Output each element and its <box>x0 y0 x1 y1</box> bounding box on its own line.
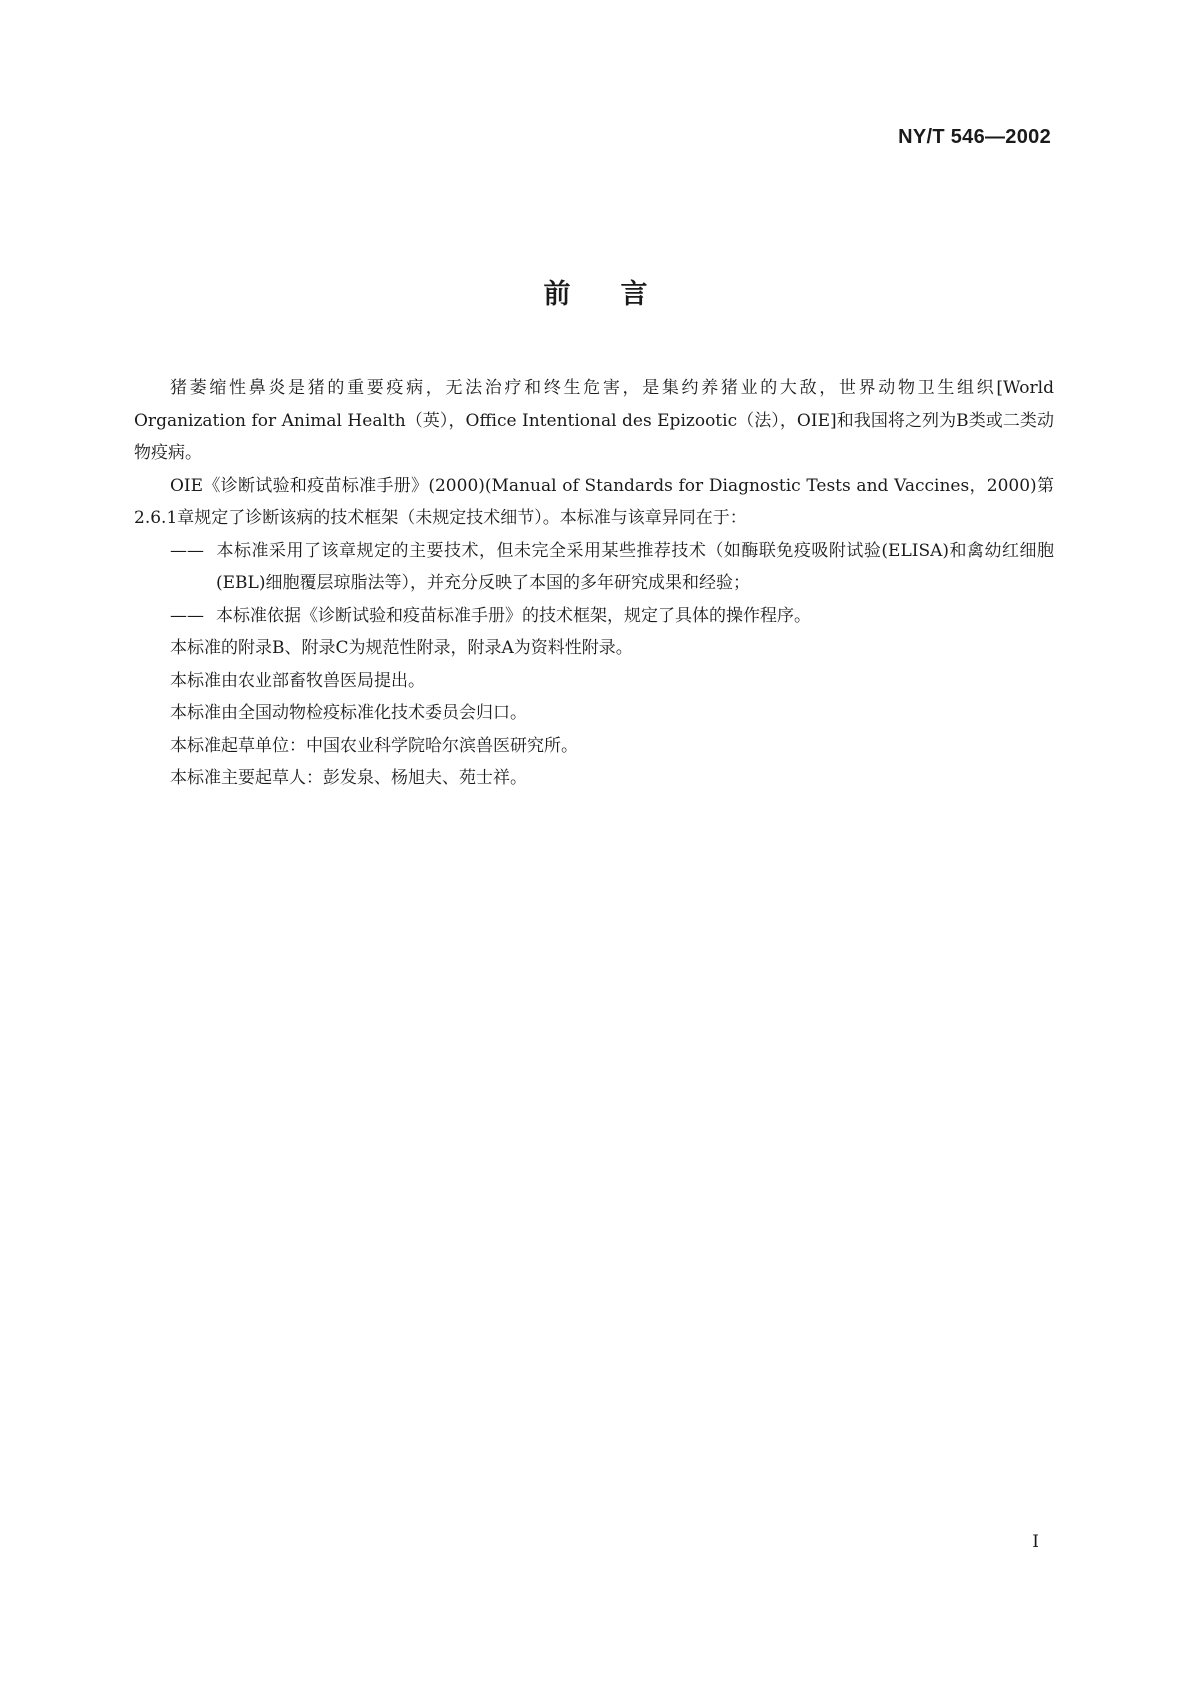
list-item-text: 本标准依据《诊断试验和疫苗标准手册》的技术框架，规定了具体的操作程序。 <box>216 605 811 626</box>
paragraph-proposed-by: 本标准由农业部畜牧兽医局提出。 <box>170 670 425 691</box>
dash-marker: —— <box>170 540 204 561</box>
paragraph-annexes: 本标准的附录B、附录C为规范性附录，附录A为资料性附录。 <box>170 638 633 658</box>
foreword-body <box>134 372 1054 795</box>
paragraph-drafters: 本标准主要起草人：彭发泉、杨旭夫、苑士祥。 <box>170 768 527 788</box>
page-title: 前言 <box>543 279 698 310</box>
paragraph-background: 猪萎缩性鼻炎是猪的重要疫病，无法治疗和终生危害，是集约养猪业的大敌，世界动物卫生组织[World Organization for Animal Health（英），Office Intentional des Epizootic（法），OIE]和我国将之列为B类或二类动物疫病。 <box>134 378 1054 463</box>
list-item-text: 本标准采用了该章规定的主要技术，但未完全采用某些推荐技术（如酶联免疫吸附试验(ELISA)和禽幼红细胞(EBL)细胞覆层琼脂法等），并充分反映了本国的多年研究成果和经验； <box>216 540 1054 593</box>
standard-code: NY/T 546—2002 <box>898 126 1051 148</box>
paragraph-oie-manual: OIE《诊断试验和疫苗标准手册》(2000)(Manual of Standards for Diagnostic Tests and Vaccines，2000)第2.6.1章规定了诊断该病的技术框架（未规定技术细节）。本标准与该章异同在于： <box>134 475 1054 528</box>
page-number: I <box>1032 1532 1039 1552</box>
paragraph-centralized-by: 本标准由全国动物检疫标准化技术委员会归口。 <box>170 703 527 723</box>
paragraph-drafting-unit: 本标准起草单位：中国农业科学院哈尔滨兽医研究所。 <box>170 735 578 756</box>
list-item-difference-1 <box>134 535 1054 600</box>
dash-marker: —— <box>170 605 204 626</box>
list-item-difference-2 <box>134 600 1054 633</box>
